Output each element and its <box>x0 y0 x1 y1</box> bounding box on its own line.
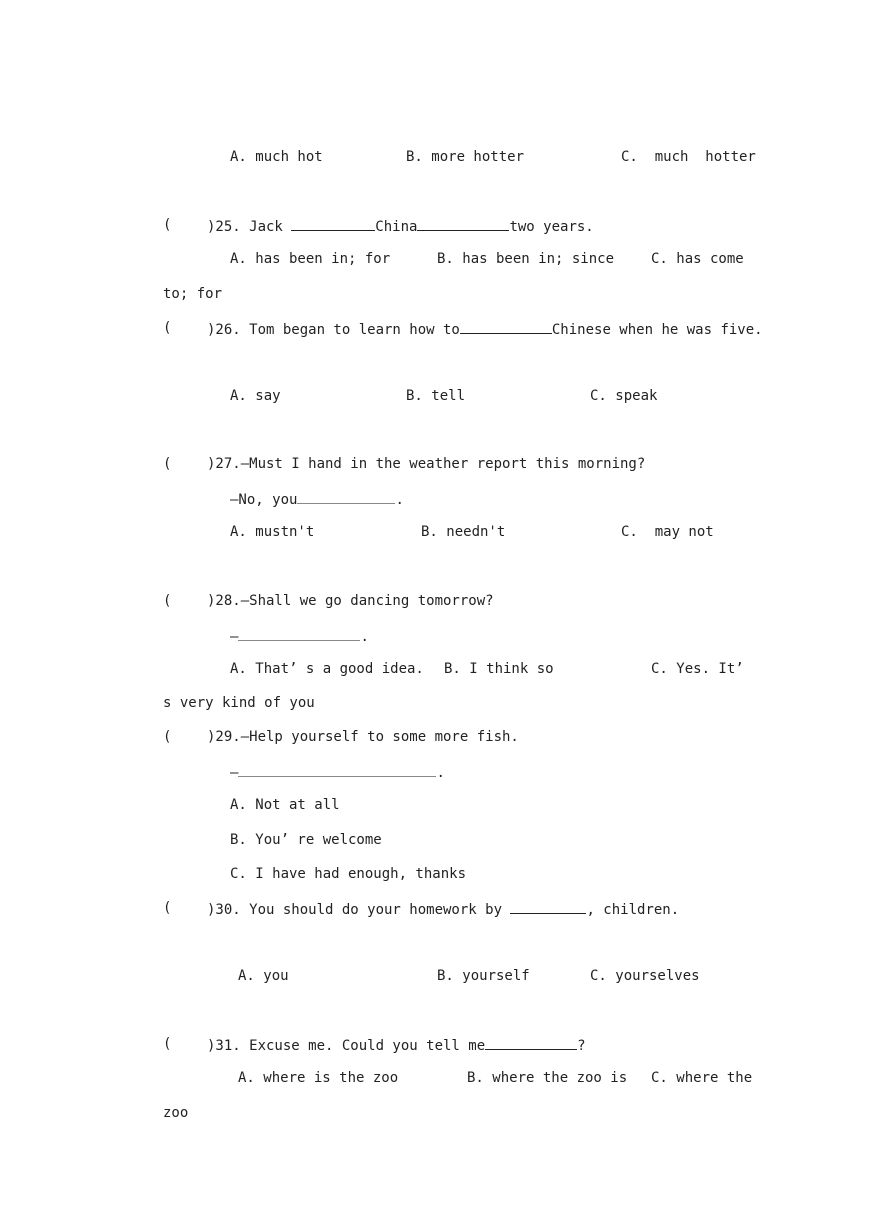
q29-option-c: C. I have had enough, thanks <box>230 866 467 882</box>
q25-stem-mid: China <box>375 219 418 235</box>
q25-stem-end: two years. <box>509 219 594 235</box>
q26-option-a: A. say <box>230 388 281 404</box>
q29-option-b: B. You’ re welcome <box>230 832 382 848</box>
q30-stem-start: )30. You should do your homework by <box>207 902 511 918</box>
q29-reply-end: . <box>436 765 445 781</box>
q31-option-b: B. where the zoo is <box>467 1070 628 1086</box>
q28-reply-end: . <box>360 629 369 645</box>
q28-reply-start: — <box>230 629 239 645</box>
q30-option-c: C. yourselves <box>590 968 700 984</box>
q27-reply-start: —No, you <box>230 492 298 508</box>
q28-reply <box>230 626 369 646</box>
q26-blank[interactable] <box>460 319 552 334</box>
q25-blank-2[interactable] <box>417 216 509 231</box>
q27-option-c: C. may not <box>621 524 714 540</box>
q31-option-c: C. where the <box>651 1070 753 1086</box>
q26-option-b: B. tell <box>406 388 466 404</box>
q28-stem: )28.—Shall we go dancing tomorrow? <box>207 593 494 609</box>
q28-option-a: A. That’ s a good idea. <box>230 661 424 677</box>
q26-stem-end: Chinese when he was five. <box>551 322 763 338</box>
q24-option-c: C. much hotter <box>621 149 756 165</box>
q29-stem: )29.—Help yourself to some more fish. <box>207 729 519 745</box>
q30-stem <box>207 899 679 919</box>
q30-paren: ( <box>163 900 172 916</box>
q31-paren: ( <box>163 1036 172 1052</box>
q27-paren: ( <box>163 456 172 472</box>
q29-paren: ( <box>163 729 172 745</box>
q26-stem <box>207 319 763 339</box>
q25-option-b: B. has been in; since <box>437 251 615 267</box>
q31-option-a: A. where is the zoo <box>238 1070 399 1086</box>
q30-blank[interactable] <box>510 899 586 914</box>
q28-option-c-wrap: s very kind of you <box>163 695 315 711</box>
q27-stem: )27.—Must I hand in the weather report this morning? <box>207 456 646 472</box>
q26-stem-start: )26. Tom began to learn how to <box>207 322 460 338</box>
q29-option-a: A. Not at all <box>230 797 340 813</box>
q24-option-a: A. much hot <box>230 149 323 165</box>
q27-reply-end: . <box>395 492 404 508</box>
q31-stem-end: ? <box>577 1038 586 1054</box>
q31-blank[interactable] <box>485 1035 577 1050</box>
q30-option-b: B. yourself <box>437 968 530 984</box>
q30-stem-end: , children. <box>586 902 680 918</box>
q25-stem <box>207 216 594 236</box>
q30-option-a: A. you <box>238 968 289 984</box>
q27-reply <box>230 489 404 509</box>
q28-paren: ( <box>163 593 172 609</box>
q25-option-a: A. has been in; for <box>230 251 391 267</box>
q29-reply <box>230 762 445 782</box>
q24-option-b: B. more hotter <box>406 149 525 165</box>
q25-paren: ( <box>163 217 172 233</box>
q25-blank-1[interactable] <box>291 216 375 231</box>
q31-option-c-wrap: zoo <box>163 1105 189 1121</box>
q27-option-b: B. needn't <box>421 524 506 540</box>
q31-stem-start: )31. Excuse me. Could you tell me <box>207 1038 486 1054</box>
q26-option-c: C. speak <box>590 388 658 404</box>
q27-blank[interactable] <box>297 489 395 504</box>
q26-paren: ( <box>163 320 172 336</box>
q29-blank[interactable] <box>238 762 436 777</box>
q27-option-a: A. mustn't <box>230 524 315 540</box>
q25-option-c-wrap: to; for <box>163 286 223 302</box>
q25-stem-start: )25. Jack <box>207 219 292 235</box>
q25-option-c: C. has come <box>651 251 744 267</box>
q28-blank[interactable] <box>238 626 360 641</box>
q28-option-b: B. I think so <box>444 661 554 677</box>
q31-stem <box>207 1035 586 1055</box>
q28-option-c: C. Yes. It’ <box>651 661 744 677</box>
q29-reply-start: — <box>230 765 239 781</box>
